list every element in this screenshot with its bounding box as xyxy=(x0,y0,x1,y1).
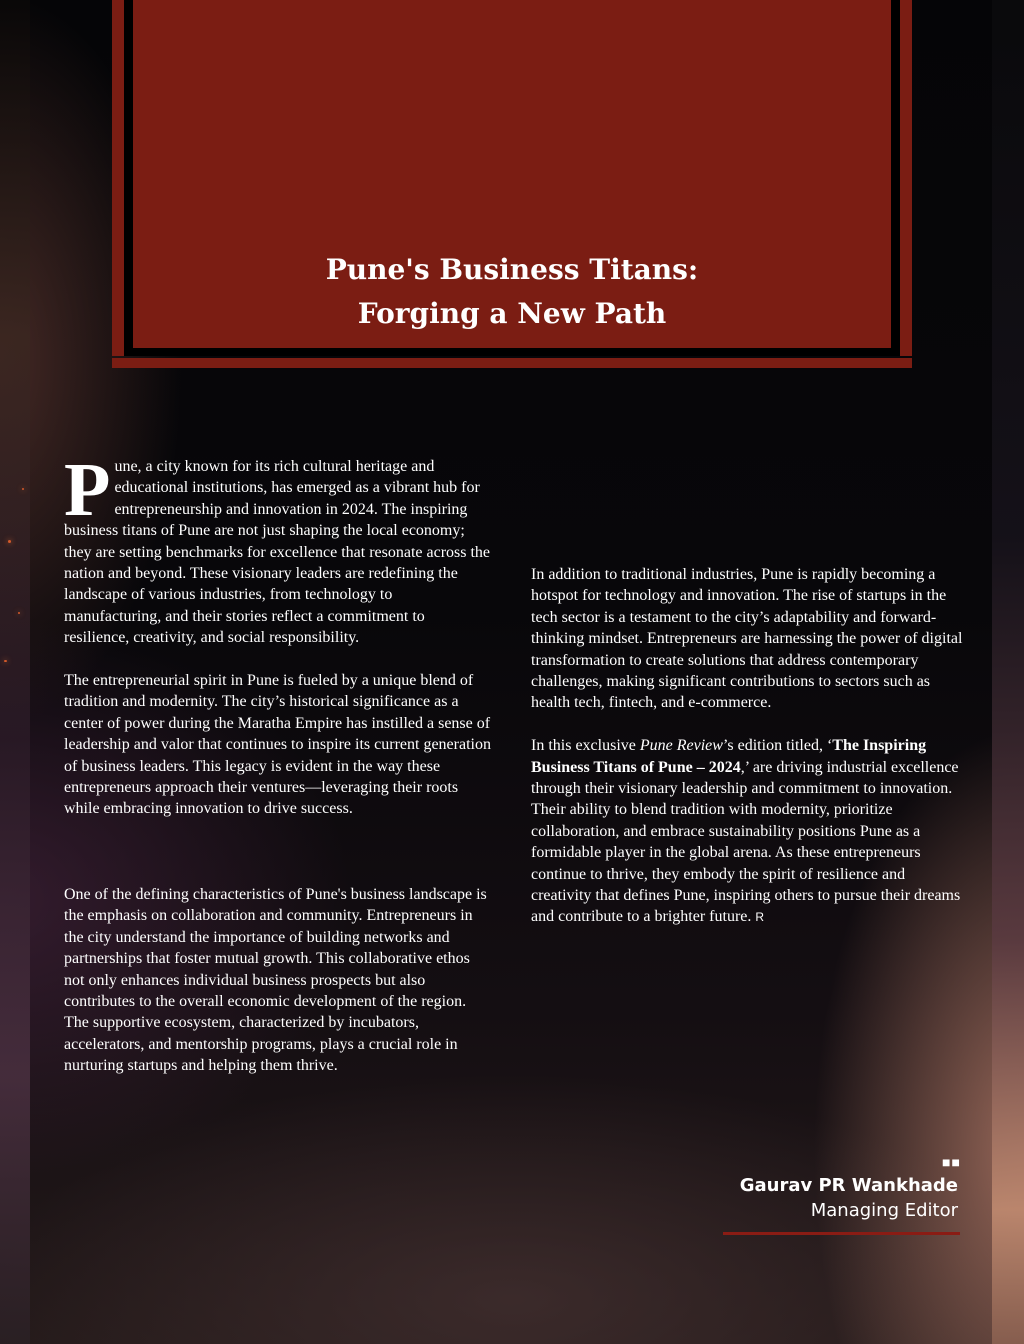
p5-text-a: In this exclusive xyxy=(531,737,640,755)
ember-decoration xyxy=(18,612,20,614)
ember-decoration xyxy=(8,540,11,543)
signature-dots: ■■ xyxy=(942,1154,961,1170)
article-column-right xyxy=(531,564,963,950)
end-mark-icon: R xyxy=(755,910,765,925)
author-name: Gaurav PR Wankhade xyxy=(739,1175,958,1196)
author-role: Managing Editor xyxy=(810,1200,958,1221)
drop-cap: P xyxy=(64,448,111,532)
article-column-left xyxy=(64,448,492,841)
article-column-left-lower xyxy=(64,884,492,1098)
right-edge-artwork xyxy=(992,0,1024,1344)
article-paragraph-5 xyxy=(531,735,963,929)
publication-name: Pune Review xyxy=(639,737,723,755)
article-paragraph-4: In addition to traditional industries, Pune is rapidly becoming a hotspot for technology and innovation. The rise of startups in the tech sector is a testament to the city’s adaptability and forward-thinking mindset. Entrepreneurs are harnessing the power of digital transformation to create solutions that address contemporary challenges, making significant contributions to sectors such as health tech, fintech, and e-commerce. xyxy=(531,566,963,712)
paragraph-1-text: une, a city known for its rich cultural heritage and educational institutions, has emerged as a vibrant hub for entrepreneurship and innovation in 2024. The inspiring business titans of Pune are not just shaping the local economy; they are setting benchmarks for excellence that resonate across the nation and beyond. These visionary leaders are redefining the landscape of various industries, from technology to manufacturing, and their stories reflect a commitment to resilience, creativity, and social responsibility. xyxy=(64,458,491,647)
ember-decoration xyxy=(22,488,24,490)
title-line-1: Pune's Business Titans: xyxy=(325,253,699,286)
article-paragraph-1 xyxy=(64,448,492,649)
banner-frame-right xyxy=(891,0,900,348)
p5-text-b: ’s edition titled, ‘ xyxy=(722,737,833,755)
article-paragraph-2: The entrepreneurial spirit in Pune is fueled by a unique blend of tradition and modernity. The city’s historical significance as a center of power during the Maratha Empire has instilled a sense of leadership and valor that continues to inspire its current generation of business leaders. This legacy is evident in the way these entrepreneurs approach their ventures—leveraging their roots while embracing innovation to drive success. xyxy=(64,672,491,818)
banner-frame-left xyxy=(124,0,133,348)
p5-text-c: ,’ are driving industrial excellence through their visionary leadership and commitment to innovation. Their ability to blend tradition with modernity, prioritize collaboration, and embrace sustainability positions Pune as a formidable player in the global arena. As these entrepreneurs continue to thrive, they embody the spirit of resilience and creativity that defines Pune, inspiring others to pursue their dreams and contribute to a brighter future. xyxy=(531,758,961,926)
left-edge-artwork xyxy=(0,0,30,1344)
edition-title: The Inspiring Business Titans of Pune – 2024 xyxy=(531,737,927,776)
ember-decoration xyxy=(4,660,7,662)
banner-frame-bottom xyxy=(124,348,900,356)
page-title xyxy=(133,248,891,336)
title-line-2: Forging a New Path xyxy=(357,297,667,330)
article-paragraph-3: One of the defining characteristics of Pune's business landscape is the emphasis on collaboration and community. Entrepreneurs in the city understand the importance of building networks and partnerships that foster mutual growth. This collaborative ethos not only enhances individual business prospects but also contributes to the overall economic development of the region. The supportive ecosystem, characterized by incubators, accelerators, and mentorship programs, plays a crucial role in nurturing startups and helping them thrive. xyxy=(64,886,487,1075)
banner-underline xyxy=(112,358,912,368)
signature-underline xyxy=(723,1232,960,1235)
